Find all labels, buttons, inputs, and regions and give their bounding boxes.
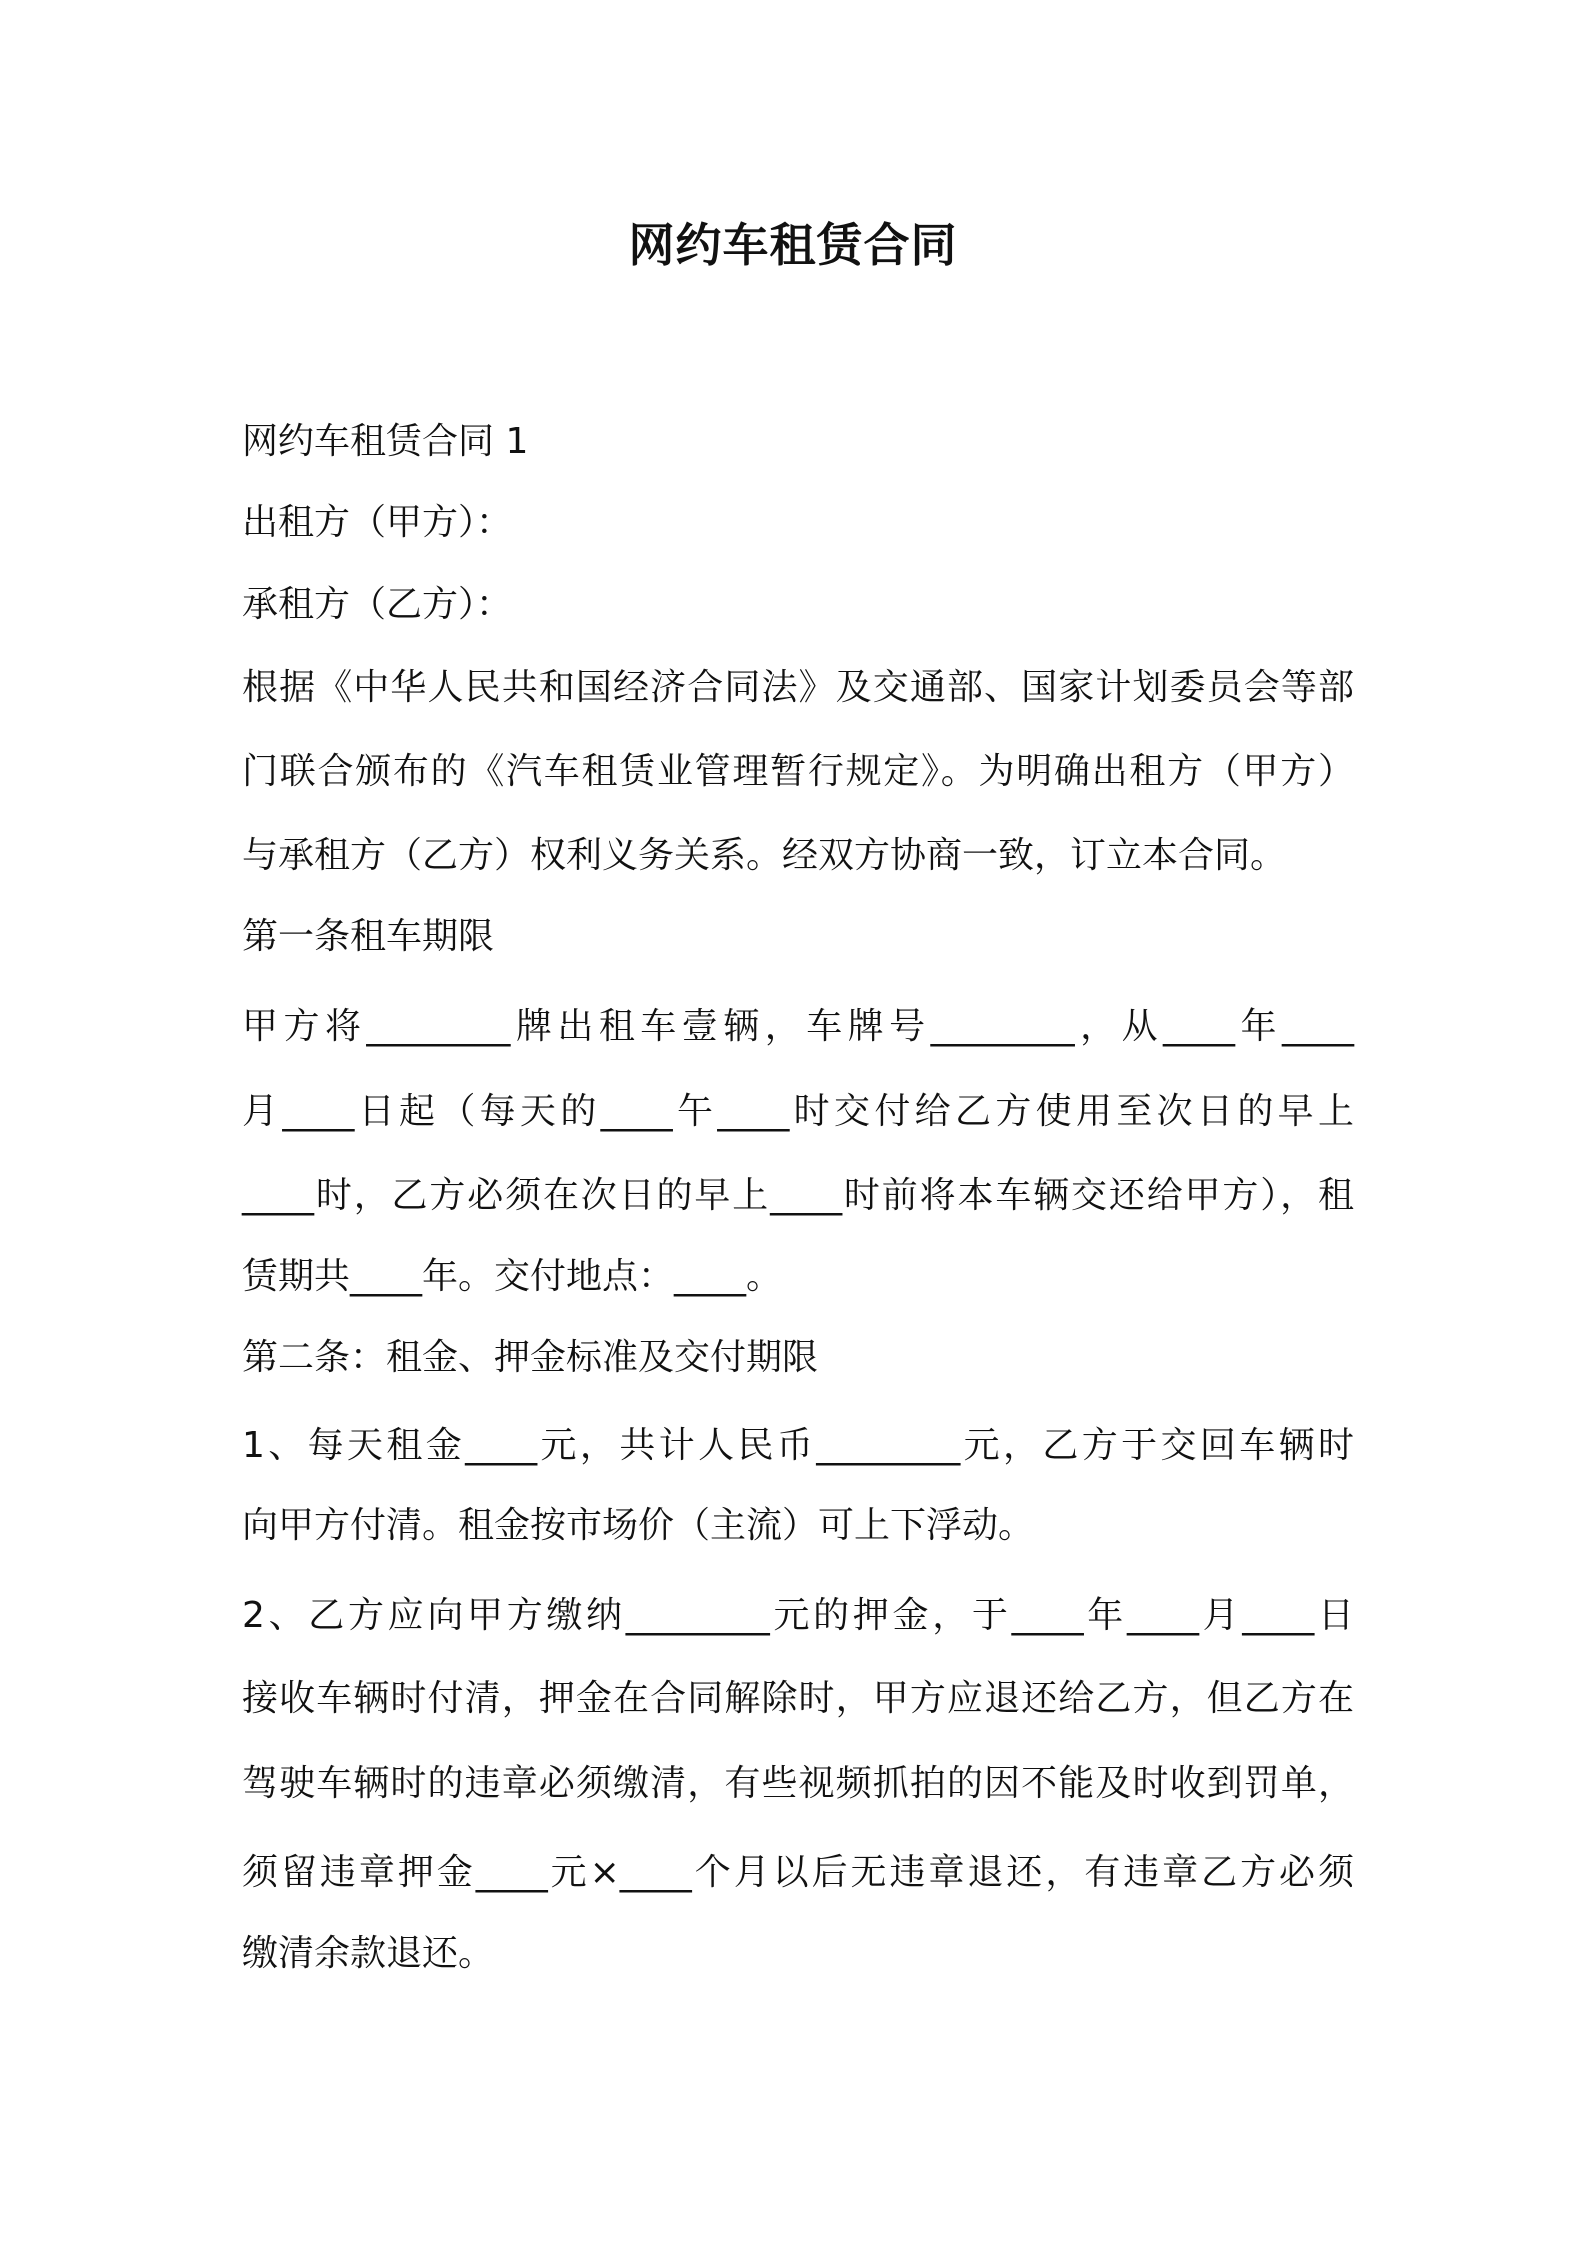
article2-item1-line: 向甲方付清。租金按市场价（主流）可上下浮动。 xyxy=(242,1505,1035,1546)
lessee-line: 承租方（乙方）： xyxy=(242,584,513,625)
article1-line: 月____日起（每天的____午____时交付给乙方使用至次日的早上 xyxy=(242,1091,1354,1132)
lessor-line: 出租方（甲方）： xyxy=(242,502,513,543)
article2-item2-line: 缴清余款退还。 xyxy=(242,1933,495,1974)
document-title: 网约车租赁合同 xyxy=(628,218,958,272)
article2-item2-line: 驾驶车辆时的违章必须缴清，有些视频抓拍的因不能及时收到罚单， xyxy=(242,1763,1354,1804)
article1-heading: 第一条租车期限 xyxy=(242,916,495,957)
article2-item1-line: 1、每天租金____元，共计人民币________元，乙方于交回车辆时 xyxy=(242,1425,1354,1466)
article1-line: ____时，乙方必须在次日的早上____时前将本车辆交还给甲方），租 xyxy=(242,1175,1354,1216)
article1-line: 甲方将________牌出租车壹辆，车牌号________，从____年____ xyxy=(242,1006,1354,1047)
article2-heading: 第二条：租金、押金标准及交付期限 xyxy=(242,1337,819,1378)
contract-subtitle: 网约车租赁合同 1 xyxy=(242,421,529,462)
preamble-line: 根据《中华人民共和国经济合同法》及交通部、国家计划委员会等部 xyxy=(242,667,1354,708)
preamble-line: 门联合颁布的《汽车租赁业管理暂行规定》。为明确出租方（甲方） xyxy=(242,751,1354,792)
article2-item2-line: 2、乙方应向甲方缴纳________元的押金，于____年____月____日 xyxy=(242,1595,1354,1636)
preamble-line: 与承租方（乙方）权利义务关系。经双方协商一致，订立本合同。 xyxy=(242,835,1287,876)
article2-item2-line: 须留违章押金____元×____个月以后无违章退还，有违章乙方必须 xyxy=(242,1852,1354,1893)
article2-item2-line: 接收车辆时付清，押金在合同解除时，甲方应退还给乙方，但乙方在 xyxy=(242,1678,1354,1719)
article1-line: 赁期共____年。交付地点：____。 xyxy=(242,1256,783,1297)
